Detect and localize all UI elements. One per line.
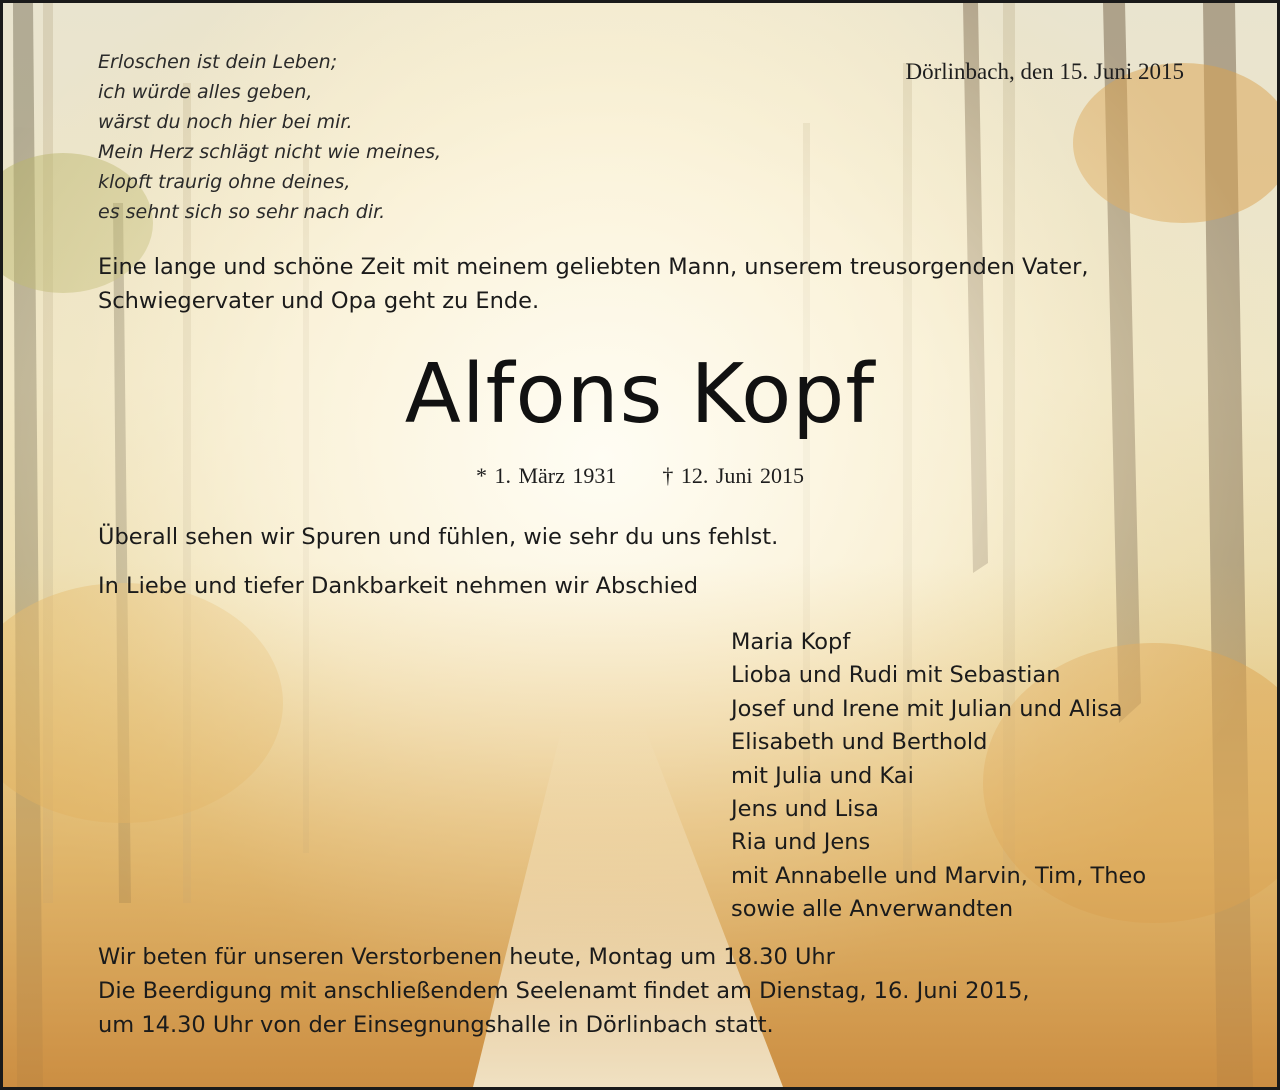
service-line: Wir beten für unseren Verstorbenen heute, Montag um 18.30 Uhr (98, 944, 835, 970)
place-and-date: Dörlinbach, den 15. Juni 2015 (905, 59, 1184, 84)
death-date: † 12. Juni 2015 (662, 463, 805, 488)
intro-text (98, 250, 1089, 318)
birth-date: * 1. März 1931 (475, 463, 617, 488)
service-line: um 14.30 Uhr von der Einsegnungshalle in Dörlinbach statt. (98, 1012, 774, 1038)
mourner-entry: Ria und Jens (731, 829, 871, 856)
mourner-entry: Jens und Lisa (731, 796, 879, 823)
mourner-entry: Lioba und Rudi mit Sebastian (731, 662, 1061, 689)
mourner-entry: Josef und Irene mit Julian und Alisa (731, 695, 1123, 722)
life-dates (3, 463, 1277, 489)
poem-line: klopft traurig ohne deines, (98, 171, 351, 193)
intro-line: Eine lange und schöne Zeit mit meinem geliebten Mann, unserem treusorgenden Vater, (98, 254, 1089, 280)
poem-line: Mein Herz schlägt nicht wie meines, (98, 141, 442, 163)
poem-line: Erloschen ist dein Leben; (98, 51, 338, 73)
poem-line: es sehnt sich so sehr nach dir. (98, 201, 386, 223)
service-details (98, 940, 1030, 1042)
poem (98, 47, 441, 227)
mourner-entry: mit Julia und Kai (731, 762, 914, 789)
mourner-entry: Elisabeth und Berthold (731, 729, 988, 756)
traces-text: Überall sehen wir Spuren und fühlen, wie sehr du uns fehlst. (98, 524, 779, 550)
mourner-entry: mit Annabelle und Marvin, Tim, Theo (731, 862, 1147, 889)
service-line: Die Beerdigung mit anschließendem Seelenamt findet am Dienstag, 16. Juni 2015, (98, 978, 1030, 1004)
intro-line: Schwiegervater und Opa geht zu Ende. (98, 288, 540, 314)
poem-line: ich würde alles geben, (98, 81, 313, 103)
mourner-entry: Maria Kopf (731, 629, 851, 655)
mourner-entry: sowie alle Anverwandten (731, 896, 1014, 923)
poem-line: wärst du noch hier bei mir. (98, 111, 353, 133)
deceased-name: Alfons Kopf (404, 347, 876, 442)
farewell-text: In Liebe und tiefer Dankbarkeit nehmen wir Abschied (98, 573, 699, 599)
mourners-list (731, 626, 1146, 927)
